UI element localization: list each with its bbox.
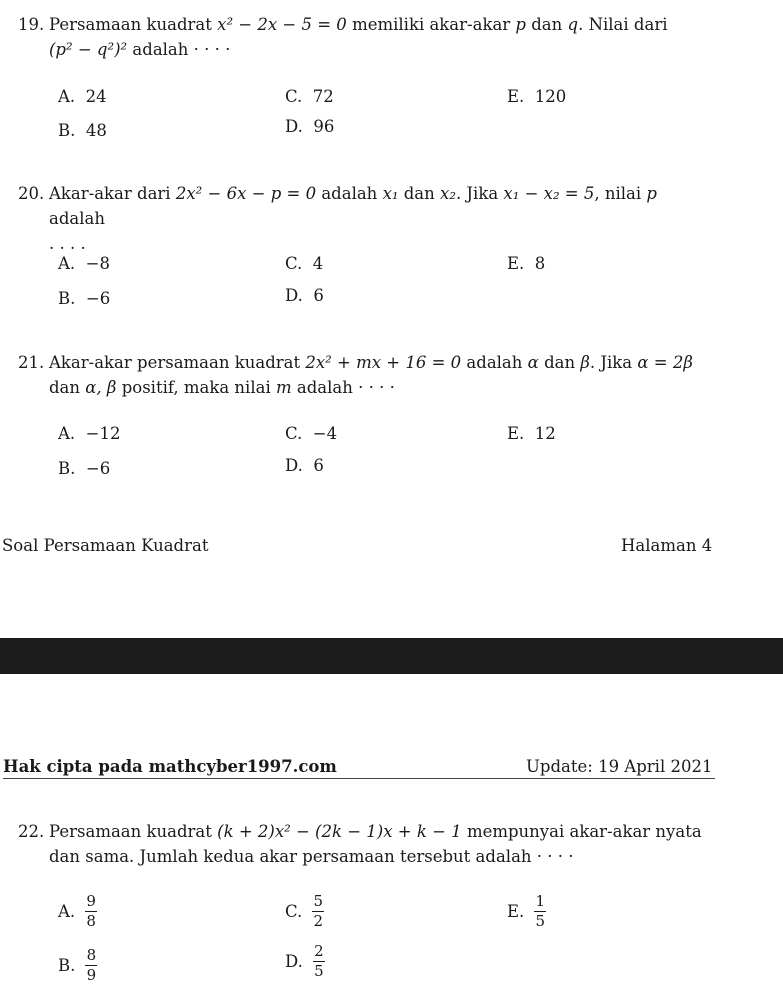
option-c: C. 4 — [285, 254, 324, 273]
question-number: 21. — [18, 353, 45, 372]
fraction: $\frac{8}{9}$ — [86, 946, 97, 984]
option-d: D. $\frac{2}{5}$ — [285, 942, 324, 980]
option-b: B. $\frac{8}{9}$ — [58, 946, 97, 984]
page-break — [0, 638, 783, 674]
option-e: E. 8 — [507, 254, 546, 273]
fraction: $\frac{5}{2}$ — [313, 892, 324, 930]
copyright-header: Hak cipta pada mathcyber1997.com — [3, 757, 337, 776]
question-number: 20. — [18, 184, 45, 203]
option-b: B. −6 — [58, 459, 111, 478]
option-d: D. 6 — [285, 286, 324, 305]
option-b: B. 48 — [58, 121, 107, 140]
question-text: Persamaan kuadrat (k + 2)x² − (2k − 1)x + k − 1 mempunyai akar-akar nyata dan sama. Jumlah kedua akar persamaan tersebut adalah · · · · — [49, 822, 702, 866]
equation: (k + 2)x² − (2k − 1)x + k − 1 — [217, 822, 462, 841]
option-d: D. 96 — [285, 117, 335, 136]
fraction: $\frac{1}{5}$ — [535, 892, 546, 930]
fraction: $\frac{9}{8}$ — [86, 892, 96, 930]
option-b: B. −6 — [58, 289, 111, 308]
question-number: 19. — [18, 15, 45, 34]
option-e: E. $\frac{1}{5}$ — [507, 892, 546, 930]
option-e: E. 120 — [507, 87, 567, 106]
option-c: C. 72 — [285, 87, 334, 106]
page-number: Halaman 4 — [621, 536, 713, 555]
option-a: A. −8 — [58, 254, 110, 273]
question-number: 22. — [18, 822, 45, 841]
equation: x² − 2x − 5 = 0 — [217, 15, 347, 34]
option-a: A. 24 — [58, 87, 107, 106]
question-19 — [18, 12, 718, 62]
option-a: A. −12 — [58, 424, 121, 443]
update-date: Update: 19 April 2021 — [526, 757, 713, 776]
question-text: Akar-akar dari 2x² − 6x − p = 0 adalah x₁ dan x₂. Jika x₁ − x₂ = 5, nilai p adalah . . . . — [49, 184, 657, 253]
option-c: C. −4 — [285, 424, 338, 443]
question-22 — [18, 819, 718, 869]
option-a: A. $\frac{9}{8}$ — [58, 892, 96, 930]
header-divider — [3, 778, 715, 779]
question-text: Akar-akar persamaan kuadrat 2x² + mx + 16 = 0 adalah α dan β. Jika α = 2β dan α, β positif, maka nilai m adalah · · · · — [49, 353, 693, 397]
equation: 2x² + mx + 16 = 0 — [305, 353, 462, 372]
page-footer-title: Soal Persamaan Kuadrat — [2, 536, 209, 555]
fraction: $\frac{2}{5}$ — [314, 942, 324, 980]
option-e: E. 12 — [507, 424, 556, 443]
expression: (p² − q²)² — [49, 40, 128, 59]
option-c: C. $\frac{5}{2}$ — [285, 892, 324, 930]
question-21 — [18, 350, 718, 400]
option-d: D. 6 — [285, 456, 324, 475]
equation: 2x² − 6x − p = 0 — [175, 184, 317, 203]
question-20 — [18, 181, 718, 256]
question-text: Persamaan kuadrat x² − 2x − 5 = 0 memiliki akar-akar p dan q. Nilai dari (p² − q²)² adalah · · · · — [49, 15, 668, 59]
